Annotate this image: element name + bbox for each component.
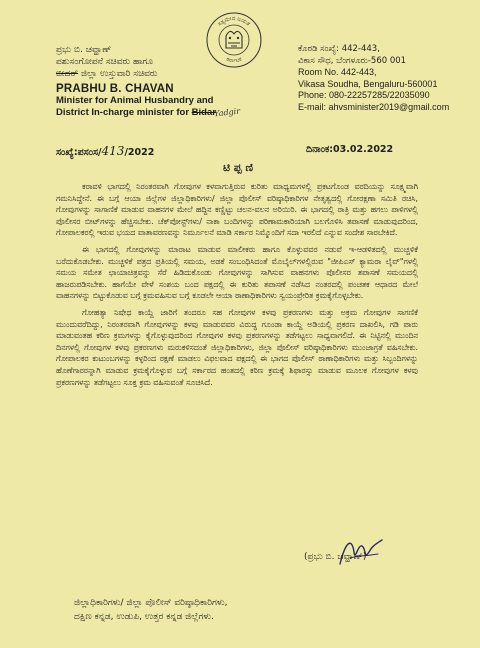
recipient-line-1: ಜಿಲ್ಲಾಧಿಕಾರಿಗಳು/ ಜಿಲ್ಲಾ ಪೊಲೀಸ್ ವರಿಷ್ಠಾಧಿಕಾರಿಗಳು, (74, 598, 228, 608)
handwritten-district: Yadgir (213, 106, 241, 119)
reference-handwritten-number: 413 (101, 144, 125, 158)
minister-block (56, 44, 226, 119)
office-block (298, 44, 474, 113)
office-phone: Phone: 080-22257285/22035090 (298, 90, 430, 100)
office-room-en: Room No. 442-443, (298, 67, 377, 77)
reference-number (56, 144, 154, 158)
letter-body (56, 181, 418, 393)
district-incharge-en: District In-charge minister for (56, 107, 190, 118)
minister-name-kn: ಪ್ರಭು ಬಿ. ಚವ್ಹಾಣ್ (56, 45, 112, 55)
letter-date: ದಿನಾಂಕ:03.02.2022 (306, 144, 394, 155)
recipients-block (74, 596, 227, 624)
office-room-kn: ಕೊಠಡಿ ಸಂಖ್ಯೆ: 442-443, (298, 44, 380, 54)
body-paragraph-3: ಗೋಹತ್ಯಾ ನಿಷೇಧ ಕಾಯ್ದೆ ಜಾರಿಗೆ ತಂದರೂ ಸಹ ಗೋವುಗಳ ಕಳವು ಪ್ರಕರಣಗಳು ಮತ್ತು ಅಕ್ರಮ ಗೋವುಗಳ ಸಾಗಣಿಕೆ ಮುಂದುವರೆದಿದ್ದು, ನಿರಂತರವಾಗಿ ಗೋವುಗಳನ್ನು ಕಳವು ಮಾಡುವವರ ವಿರುದ್ಧ ಗೂಂಡಾ ಕಾಯ್ದೆ ಅಡಿಯಲ್ಲಿ ಪ್ರಕರಣ ದಾಖಲಿಸಿ, ಗಡಿ ಪಾರು ಮಾಡುವಂತಹ ಕಠಿಣ ಕ್ರಮಗಳನ್ನು ಕೈಗೊಳ್ಳುವುದರಿಂದ ಗೋವುಗಳ ಕಳವು ಪ್ರಕರಣಗಳನ್ನು ತಡೆಗಟ್ಟಲು ಸಾಧ್ಯವಾಗಲಿದೆ. ಈ ನಿಟ್ಟಿನಲ್ಲಿ ಮುಂದಿನ ದಿನಗಳಲ್ಲಿ ಗೋವುಗಳ ಕಳವು ಪ್ರಕರಣಗಳು ಮರುಕಳಿಸದಂತೆ ಜಿಲ್ಲಾಧಿಕಾರಿಗಳು, ಜಿಲ್ಲಾ ಪೊಲೀಸ್ ವರಿಷ್ಠಾಧಿಕಾರಿಗಳು ಮುಂಜಾಗ್ರತೆ ವಹಿಸಬೇಕು. ಗೋಪಾಲಕರ ಕುಟುಂಬಗಳನ್ನು ಕಳ್ಳರಿಂದ ರಕ್ಷಣೆ ಮಾಡಲು ವಿಫಲವಾದ ಪಕ್ಷದಲ್ಲಿ ಈ ಭಾಗದ ಪೊಲೀಸ್ ಠಾಣಾಧಿಕಾರಿಗಳು ಮತ್ತು ಸಿಬ್ಬಂದಿಗಳನ್ನು ಹೊಣೆಗಾರರನ್ನಾಗಿ ಮಾಡುವ ಕ್ರಮಕೈಗೊಳ್ಳುವ ಬಗ್ಗೆ ಸರ್ಕಾರದ ಹಂತದಲ್ಲಿ ಕಠಿಣ ಕ್ರಮಕ್ಕೆ ಶಿಫಾರಸ್ಸು ಮಾಡುವ ಮೂಲಕ ಗೋವುಗಳ ಕಳವು ಪ್ರಕರಣಗಳನ್ನು ತಡೆಗಟ್ಟಲು ಸೂಕ್ತ ಕ್ರಮ ವಹಿಸುವಂತೆ ಸೂಚಿಸಿದೆ. (56, 307, 418, 387)
body-paragraph-2: ಈ ಭಾಗದಲ್ಲಿ ಗೋವುಗಳನ್ನು ಮಾರಾಟ ಮಾಡುವ ಮಾಲೀಕರು ಹಾಗೂ ಕೊಳ್ಳುವವರ ನಡುವೆ ಇ-ಆಡಳಿತದಲ್ಲಿ ಮುಚ್ಚಳಿಕೆ ಬರೆದುಕೊಡಬೇಕು. ಮುಚ್ಚಳಿಕೆ ಪತ್ರದ ಪ್ರತಿಯಲ್ಲಿ ಸಮಯ, ಅಡಕೆ ಸಂಬಂಧಿಸಿದಂತೆ ಮೊಬೈಲ್‌ಗಳಲ್ಲಿರುವ "ಜೀಪಿಎಸ್ ಕ್ಯಾಮರಾ ಲೈವ್"ಗಳಲ್ಲಿ ಸಮಯ ಸಮೇತ ಛಾಯಾಚಿತ್ರವನ್ನು ಸೆರೆ ಹಿಡಿದುಕೊಂಡು ಗೋವುಗಳನ್ನು ಸಾಗಿಸುವ ವಾಹನಗಳು ಪೊಲೀಸರ ತಪಾಸಣೆ ಸಮಯದಲ್ಲಿ ಹಾಜರುಪಡಿಸಬೇಕು. ಹಾಗೆಯೇ ವೇಳೆ ಸಂಶಯ ಬಂದ ಪಕ್ಷದಲ್ಲಿ ಈ ಕುರಿತು ತಪಾಸಣೆ ನಡೆಸಿದ ನಂತರದಲ್ಲಿ ಪಂಚತಕ ಆಧಾರದ ಮೇಲೆ ವಾಹನಗಳನ್ನು ಬಿಟ್ಟುಕೊಡುವ ಬಗ್ಗೆ ಕ್ರಮವಹಿಸುವ ಬಗ್ಗೆ ಕೂಡಲೇ ಆಯಾ ಠಾಣಾಧಿಕಾರಿಗಳು ಸ್ವಯಂಪ್ರೇರಿತ ಕ್ರಮಕೈಗೊಳ್ಳಬೇಕು. (56, 244, 418, 301)
office-address-kn: ವಿಕಾಸ ಸೌಧ, ಬೆಂಗಳೂರು-560 001 (298, 55, 407, 66)
state-emblem-icon (204, 10, 264, 70)
office-address-en: Vikasa Soudha, Bengaluru-560001 (298, 78, 438, 89)
reference-year: /2022 (124, 147, 155, 158)
struck-district-en: Bidar (191, 107, 216, 118)
signatory-name: (ಪ್ರಭು ಬಿ. ಚವ್ಹಾಣ್) (304, 552, 367, 562)
document-title: ಟಿಪ್ಪಣಿ (223, 162, 257, 174)
district-incharge-kn: ಜಿಲ್ಲಾ ಉಸ್ತುವಾರಿ ಸಚಿವರು (78, 69, 158, 79)
emblem-bottom-text: ಕರ್ನಾಟಕ (225, 56, 243, 65)
minister-title-en-1: Minister for Animal Husbandry and (56, 95, 214, 106)
body-paragraph-1: ಕರಾವಳಿ ಭಾಗದಲ್ಲಿ ನಿರಂತರವಾಗಿ ಗೋವುಗಳ ಕಳವಾಗುತ್ತಿರುವ ಕುರಿತು ಮಾಧ್ಯಮಗಳಲ್ಲಿ ಪ್ರಕಟಗೊಂಡ ವರದಿಯನ್ನು ಸೂಕ್ಷ್ಮವಾಗಿ ಗಮನಿಸಿದ್ದೇನೆ. ಈ ಬಗ್ಗೆ ಆಯಾ ಜಿಲ್ಲೆಗಳ ಜಿಲ್ಲಾಧಿಕಾರಿಗಳು/ ಜಿಲ್ಲಾ ಪೊಲೀಸ್ ವರಿಷ್ಠಾಧಿಕಾರಿಗಳ ನೇತೃತ್ವದಲ್ಲಿ ಗೋರಕ್ಷಣಾ ಸಮಿತಿ ರಚಿಸಿ, ಗೋವುಗಳನ್ನು ಸಾಗಾಣಿಕೆ ಮಾಡುವ ವಾಹನಗಳ ಮೇಲೆ ಹದ್ದಿನ ಕಣ್ಣಿಟ್ಟು ಚಲನ-ವಲನ ಅರಿಯಿರಿ. ಈ ಭಾಗದಲ್ಲಿ ರಾತ್ರಿ ಮತ್ತು ಹಗಲು ಪಾಳಿಗಳಲ್ಲಿ ಪೊಲೀಸರ ಬೀಟ್‌ಗಳನ್ನು ಹೆಚ್ಚಿಸಬೇಕು. ಚೆಕ್‌ಪೋಸ್ಟ್‌ಗಳು/ ನಾಕಾ ಬಂದಿಗಳನ್ನು ಪರಿಣಾಮಕಾರಿಯಾಗಿ ಬಲಗೊಳಿಸಿ ತಪಾಸಣೆ ಮಾಡುವುದರಿಂದ, ಗೋಪಾಲಕರಲ್ಲಿ ಇರುವ ಭಯದ ವಾತಾವರಣವನ್ನು ನಿರ್ಮೂಲನೆ ಮಾಡಿ ಸರ್ಕಾರ ನಿಮ್ಮೊಂದಿಗೆ ಸದಾ ಇರಲಿದೆ ಎನ್ನುವ ಸಂದೇಶ ಸಾರಬೇಕಿದೆ. (56, 182, 418, 238)
reference-label: ಸಂಖ್ಯೆ:ಪಸಂಸ/ (56, 147, 102, 158)
svg-text:ಸತ್ಯಮೇವ ಜಯತೆ (217, 16, 252, 28)
recipient-line-2: ದಕ್ಷಿಣ ಕನ್ನಡ, ಉಡುಪಿ, ಉತ್ತರ ಕನ್ನಡ ಜಿಲ್ಲೆಗಳು. (74, 612, 214, 622)
struck-district-kn: ಬೀದರ್ (56, 69, 79, 79)
emblem-top-text: ಸತ್ಯಮೇವ ಜಯತೆ (217, 15, 251, 28)
minister-title-kn-2 (56, 68, 226, 80)
svg-text:ಕರ್ನಾಟಕ (225, 56, 243, 64)
minister-name-en: PRABHU B. CHAVAN (56, 83, 174, 95)
minister-title-en-2 (56, 107, 226, 119)
minister-title-kn-1: ಪಶುಸಂಗೋಪನೆ ಸಚಿವರು ಹಾಗೂ (56, 57, 154, 67)
office-email: E-mail: ahvsminister2019@gmail.com (298, 101, 450, 112)
